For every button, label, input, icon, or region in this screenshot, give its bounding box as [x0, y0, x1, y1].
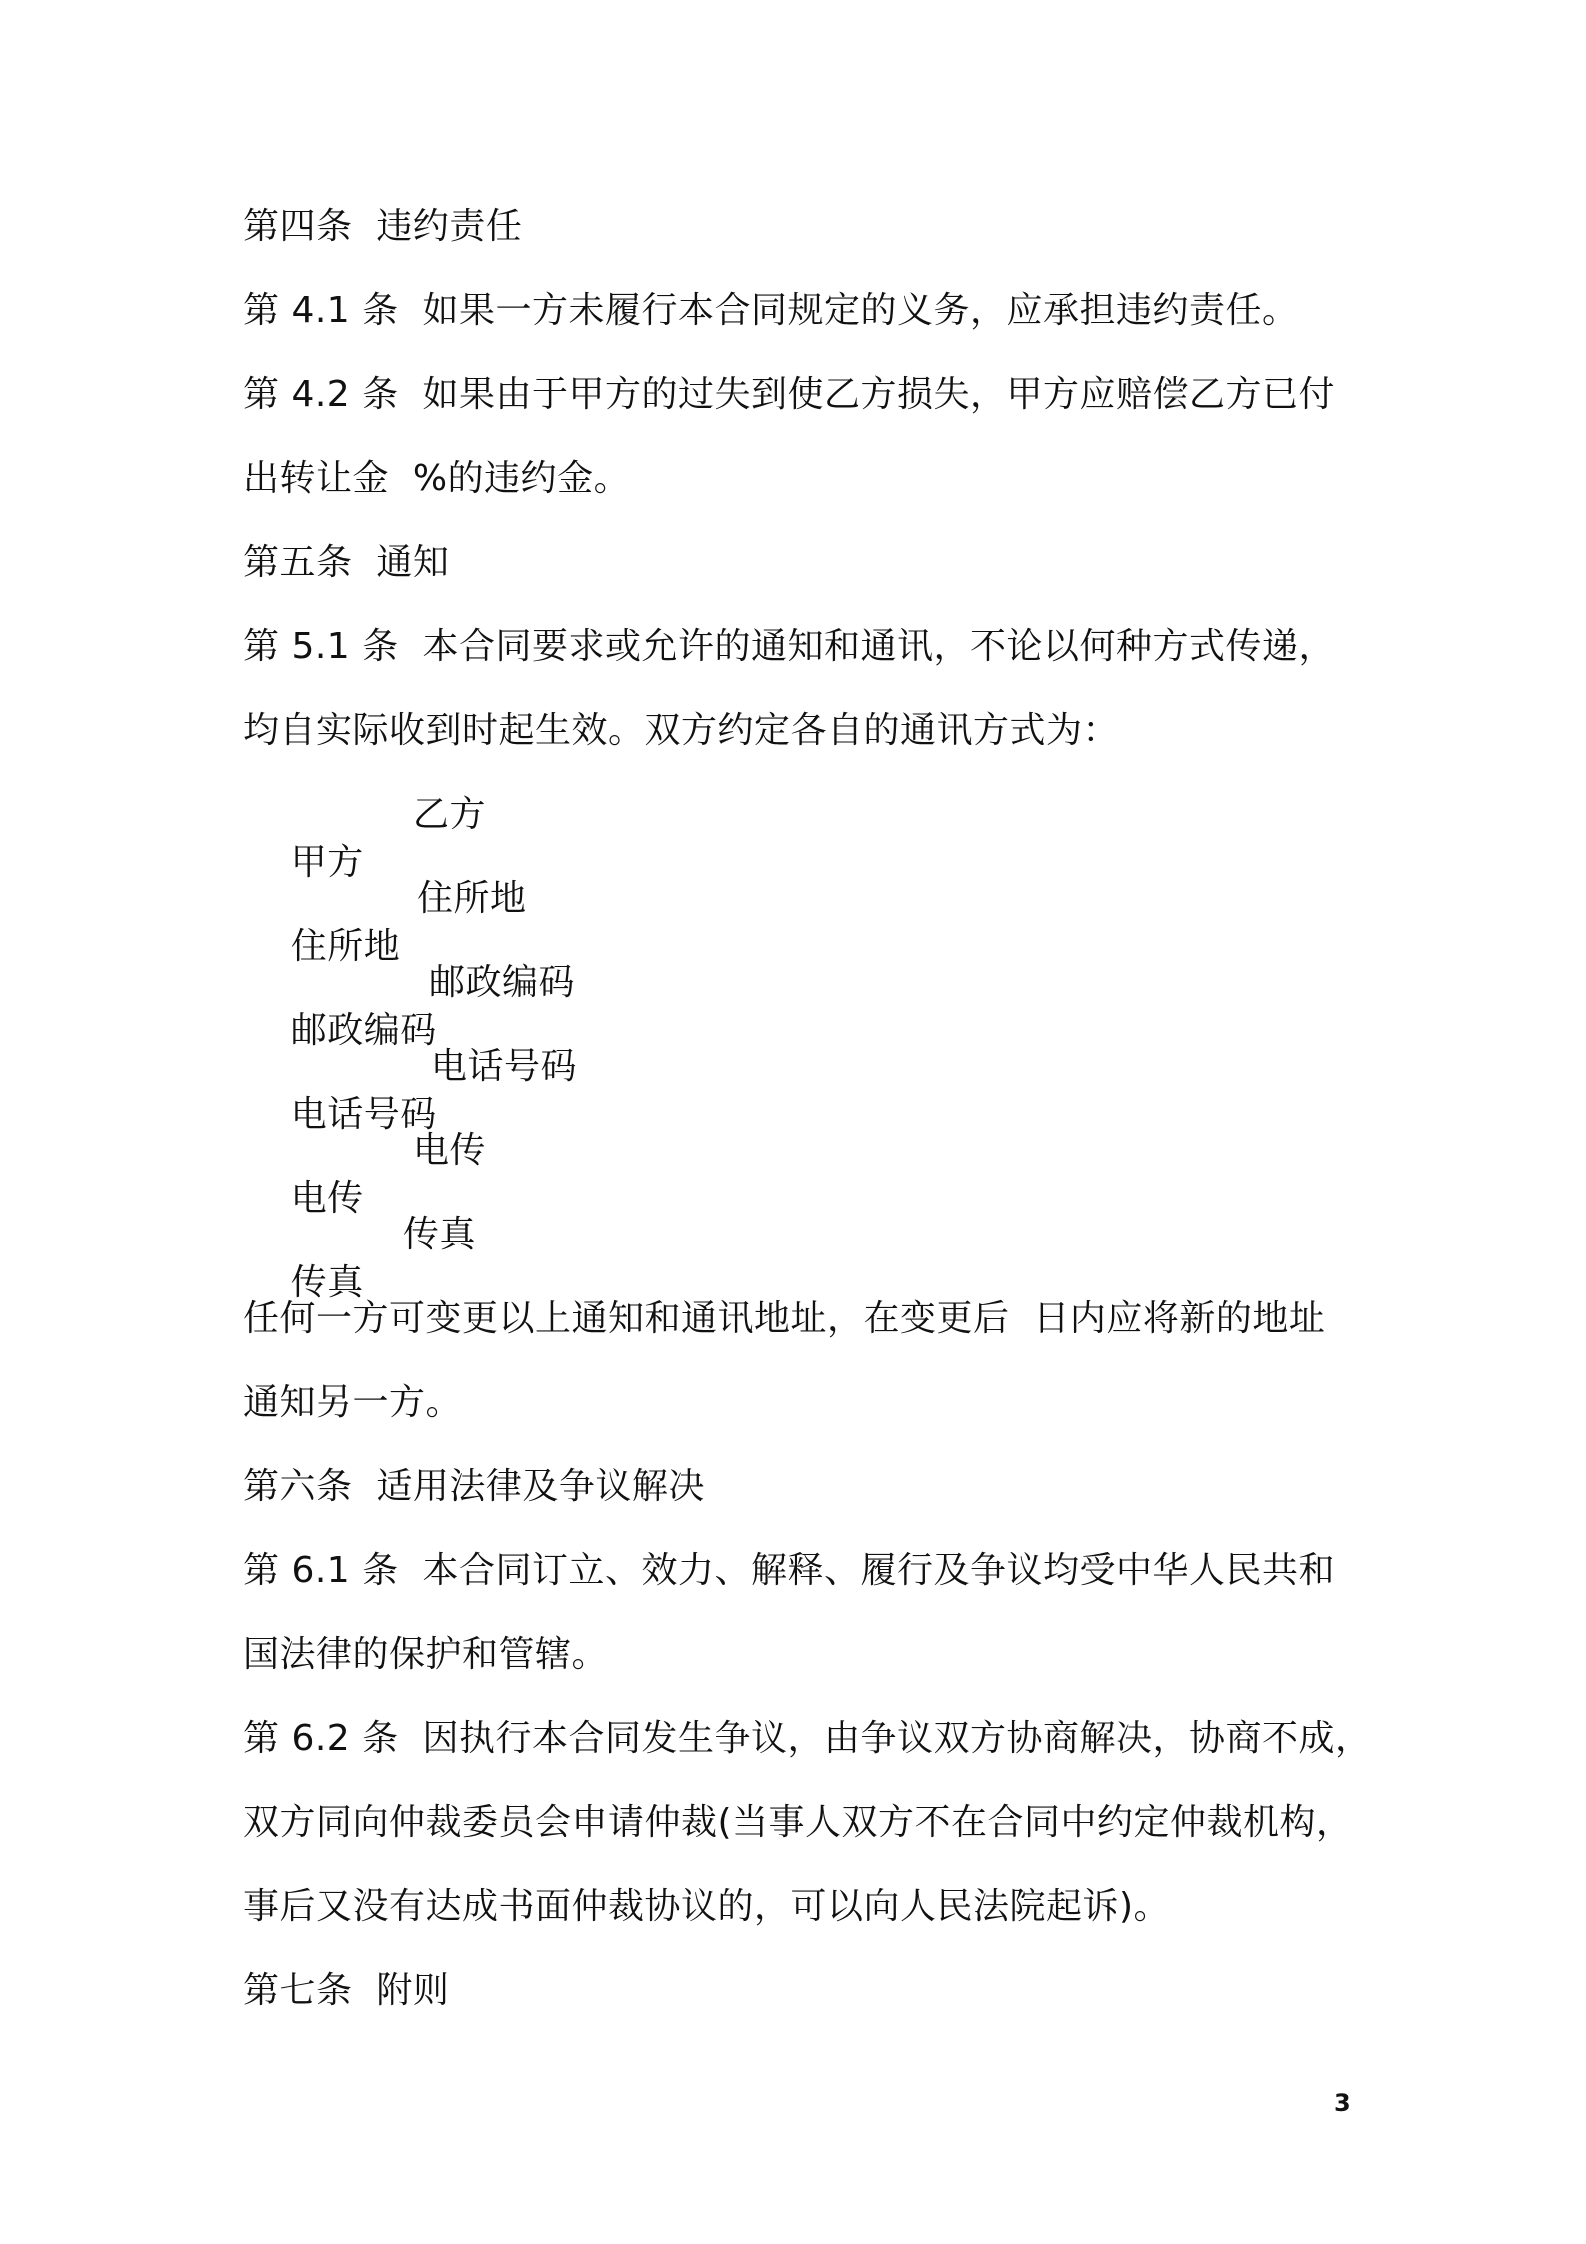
clause-6-1-line-2: 国法律的保护和管辖。: [243, 1634, 609, 1675]
clause-4-2-line-1: 第 4.2 条 如果由于甲方的过失到使乙方损失，甲方应赔偿乙方已付: [243, 374, 1336, 415]
clause-4-1: 第 4.1 条 如果一方未履行本合同规定的义务，应承担违约责任。: [243, 290, 1299, 331]
contact-right-label: 邮政编码: [429, 962, 576, 1003]
contact-left-label: 传真: [290, 1262, 364, 1303]
clause-5-1-line-1: 第 5.1 条 本合同要求或允许的通知和通讯，不论以何种方式传递，: [243, 626, 1336, 667]
article-4-heading: 第四条 违约责任: [243, 206, 523, 247]
page-number: 3: [1334, 2089, 1351, 2117]
article-5-heading: 第五条 通知: [243, 542, 450, 583]
contact-left-label: 甲方: [290, 842, 364, 883]
contact-right-label: 住所地: [417, 878, 527, 919]
clause-6-1-line-1: 第 6.1 条 本合同订立、效力、解释、履行及争议均受中华人民共和: [243, 1550, 1336, 1591]
clause-6-2-line-2: 双方同向仲裁委员会申请仲裁(当事人双方不在合同中约定仲裁机构，: [243, 1802, 1353, 1843]
contact-right-label: 电话号码: [431, 1046, 578, 1087]
clause-6-2-line-1: 第 6.2 条 因执行本合同发生争议，由争议双方协商解决，协商不成，: [243, 1718, 1372, 1759]
contact-right-label: 传真: [403, 1214, 477, 1255]
contact-right-label: 乙方: [413, 794, 487, 835]
contact-left-label: 电话号码: [290, 1094, 437, 1135]
article-7-heading: 第七条 附则: [243, 1970, 450, 2011]
address-change-line-1: 任何一方可变更以上通知和通讯地址，在变更后 日内应将新的地址: [243, 1298, 1326, 1339]
contact-left-label: 电传: [290, 1178, 364, 1219]
clause-5-1-line-2: 均自实际收到时起生效。双方约定各自的通讯方式为：: [243, 710, 1120, 751]
clause-4-2-line-2: 出转让金 %的违约金。: [243, 458, 631, 499]
address-change-line-2: 通知另一方。: [243, 1382, 463, 1423]
article-6-heading: 第六条 适用法律及争议解决: [243, 1466, 705, 1507]
clause-6-2-line-3: 事后又没有达成书面仲裁协议的，可以向人民法院起诉)。: [243, 1886, 1171, 1927]
contact-right-label: 电传: [413, 1130, 487, 1171]
contact-left-label: 邮政编码: [290, 1010, 437, 1051]
contact-left-label: 住所地: [290, 926, 401, 967]
